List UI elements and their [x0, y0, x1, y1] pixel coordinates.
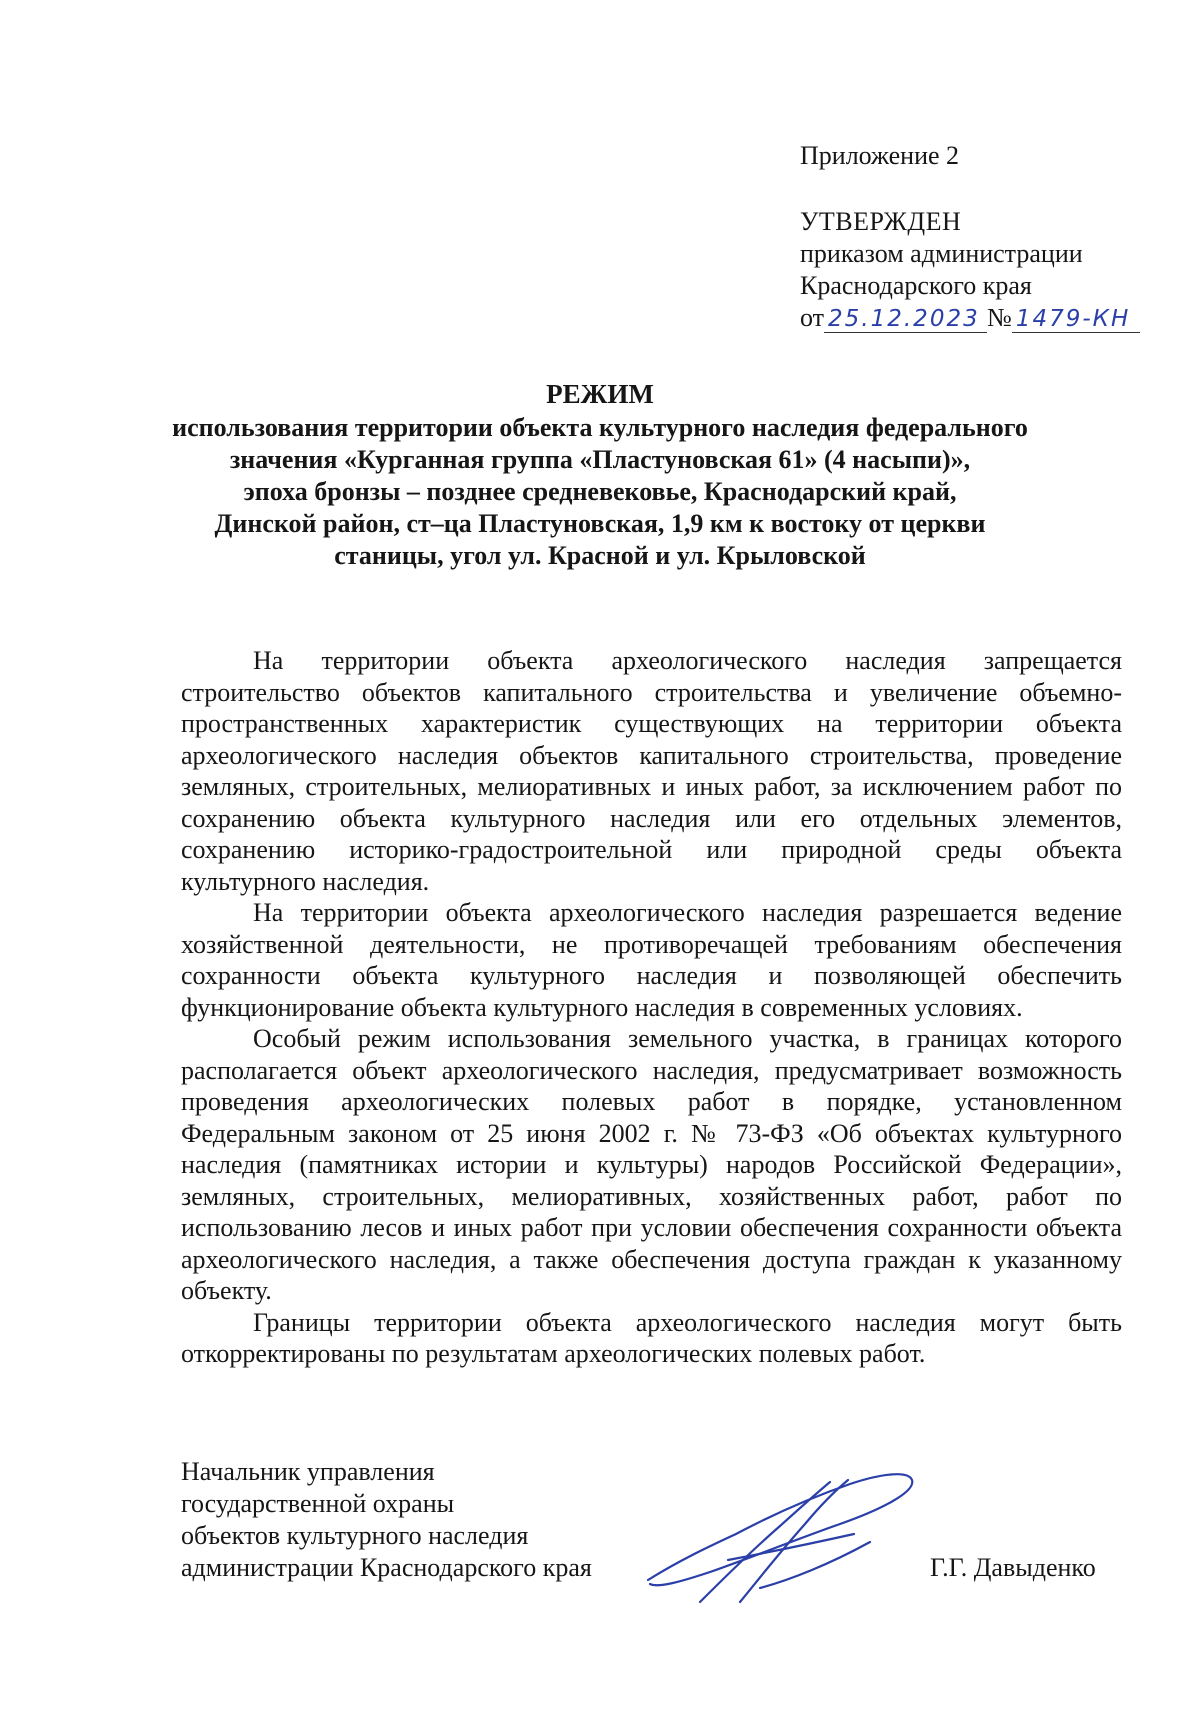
- heading-line: станицы, угол ул. Красной и ул. Крыловской: [334, 541, 866, 570]
- approved-title: УТВЕРЖДЕН: [800, 207, 962, 236]
- body-paragraph: На территории объекта археологического наследия запрещается строительство объектов капитального строительства и увеличение объемно-пространственных характеристик существующих на территории объекта археологического наследия объектов капитального строительства, проведение земляных, строительных, мелиоративных и иных работ, за исключением работ по сохранению объекта культурного наследия или его отдельных элементов, сохранению историко-градостроительной или природной среды объекта культурного наследия.: [181, 646, 1122, 896]
- heading-line: использования территории объекта культурного наследия федерального: [172, 413, 1028, 442]
- approval-line-2: Краснодарского края: [800, 271, 1032, 300]
- document-body: [181, 645, 1122, 1370]
- body-paragraph: На территории объекта археологического наследия разрешается ведение хозяйственной деятельности, не противоречащей требованиям обеспечения сохранности объекта культурного наследия и позволяющей обеспечить функционирование объекта культурного наследия в современных условиях.: [181, 898, 1122, 1022]
- handwritten-signature: [640, 1462, 925, 1612]
- handwritten-date: 25.12.2023: [824, 306, 987, 333]
- document-title: РЕЖИМ: [546, 379, 654, 409]
- approval-line-1: приказом администрации: [800, 239, 1083, 268]
- signer-position-line: государственной охраны: [181, 1489, 455, 1518]
- body-paragraph: Границы территории объекта археологического наследия могут быть откорректированы по результатам археологических полевых работ.: [181, 1307, 1122, 1368]
- appendix-label: Приложение 2: [800, 141, 960, 170]
- date-prefix: от: [800, 303, 825, 332]
- signer-position-line: администрации Краснодарского края: [181, 1553, 592, 1582]
- signer-position-line: объектов культурного наследия: [181, 1521, 529, 1550]
- approval-date-line: [800, 302, 1140, 334]
- heading-line: Динской район, ст–ца Пластуновская, 1,9 км к востоку от церкви: [214, 509, 986, 538]
- heading-line: значения «Курганная группа «Пластуновская 61» (4 насыпи)»,: [229, 445, 971, 474]
- signer-name: Г.Г. Давыденко: [930, 1553, 1096, 1582]
- signer-position-line: Начальник управления: [181, 1457, 435, 1486]
- approval-block: [800, 140, 1140, 334]
- heading-line: эпоха бронзы – позднее средневековье, Краснодарский край,: [243, 477, 957, 506]
- signer-position: [181, 1456, 592, 1584]
- document-heading: [100, 378, 1100, 572]
- handwritten-number: 1479-КН: [1012, 306, 1140, 333]
- body-paragraph: Особый режим использования земельного участка, в границах которого располагается объект археологического наследия, предусматривает возможность проведения археологических полевых работ в порядке, установленном Федеральным законом от 25 июня 2002 г. № 73-ФЗ «Об объектах культурного наследия (памятниках истории и культуры) народов Российской Федерации», земляных, строительных, мелиоративных, хозяйственных работ, работ по использованию лесов и иных работ при условии обеспечения сохранности объекта археологического наследия, а также обеспечения доступа граждан к указанному объекту.: [181, 1024, 1122, 1305]
- number-prefix: №: [987, 303, 1012, 332]
